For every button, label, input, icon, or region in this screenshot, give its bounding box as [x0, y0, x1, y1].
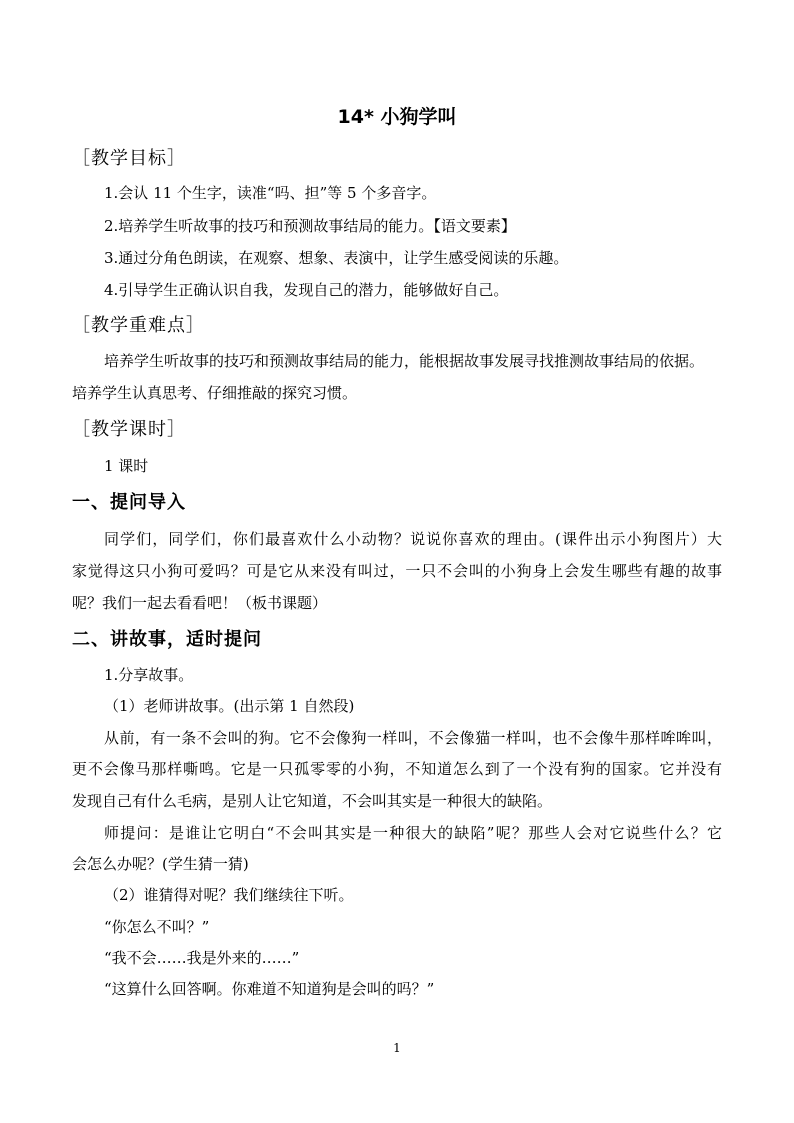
page-title: 14* 小狗学叫: [337, 106, 457, 128]
paragraph-line: 家觉得这只小狗可爱吗？可是它从来没有叫过，一只不会叫的小狗身上会发生哪些有趣的故事: [72, 562, 722, 580]
dialogue-line: “这算什么回答啊。你难道不知道狗是会叫的吗？”: [104, 980, 435, 998]
goal-item: 3.通过分角色朗读，在观察、想象、表演中，让学生感受阅读的乐趣。: [104, 249, 569, 267]
goal-item: 1.会认 11 个生字，读准“吗、担”等 5 个多音字。: [104, 184, 437, 202]
substep-item: （1）老师讲故事。(出示第 1 自然段): [104, 697, 355, 715]
paragraph-line: 呢？我们一起去看看吧！（板书课题）: [72, 594, 328, 612]
step-item: 1.分享故事。: [104, 666, 194, 684]
hours-text: 1 课时: [104, 457, 149, 475]
goals-heading: ［教学目标］: [72, 148, 186, 169]
key-points-heading: ［教学重难点］: [72, 315, 205, 336]
key-points-line: 培养学生听故事的技巧和预测故事结局的能力，能根据故事发展寻找推测故事结局的依据。: [104, 352, 705, 370]
story-line: 从前，有一条不会叫的狗。它不会像狗一样叫，不会像猫一样叫，也不会像牛那样哞哞叫，: [104, 729, 722, 747]
question-line: 会怎么办呢？(学生猜一猜): [72, 855, 249, 873]
story-line: 更不会像马那样嘶鸣。它是一只孤零零的小狗，不知道怎么到了一个没有狗的国家。它并没有: [72, 760, 722, 778]
question-line: 师提问：是谁让它明白“不会叫其实是一种很大的缺陷”呢？那些人会对它说些什么？它: [104, 824, 722, 842]
dialogue-line: “我不会……我是外来的……”: [104, 949, 300, 967]
goal-item: 2.培养学生听故事的技巧和预测故事结局的能力。【语文要素】: [104, 217, 516, 235]
paragraph-line: 同学们，同学们，你们最喜欢什么小动物？说说你喜欢的理由。(课件出示小狗图片）大: [104, 530, 722, 548]
key-points-line: 培养学生认真思考、仔细推敲的探究习惯。: [72, 384, 358, 402]
story-line: 发现自己有什么毛病，是别人让它知道，不会叫其实是一种很大的缺陷。: [72, 792, 553, 810]
part1-heading: 一、提问导入: [72, 492, 186, 513]
substep-item: （2）谁猜得对呢？我们继续往下听。: [104, 886, 354, 904]
part2-heading: 二、讲故事，适时提问: [72, 629, 262, 650]
hours-heading: ［教学课时］: [72, 419, 186, 440]
page-number: 1: [393, 1041, 401, 1055]
dialogue-line: “你怎么不叫？”: [104, 918, 210, 936]
goal-item: 4.引导学生正确认识自我，发现自己的潜力，能够做好自己。: [104, 281, 509, 299]
